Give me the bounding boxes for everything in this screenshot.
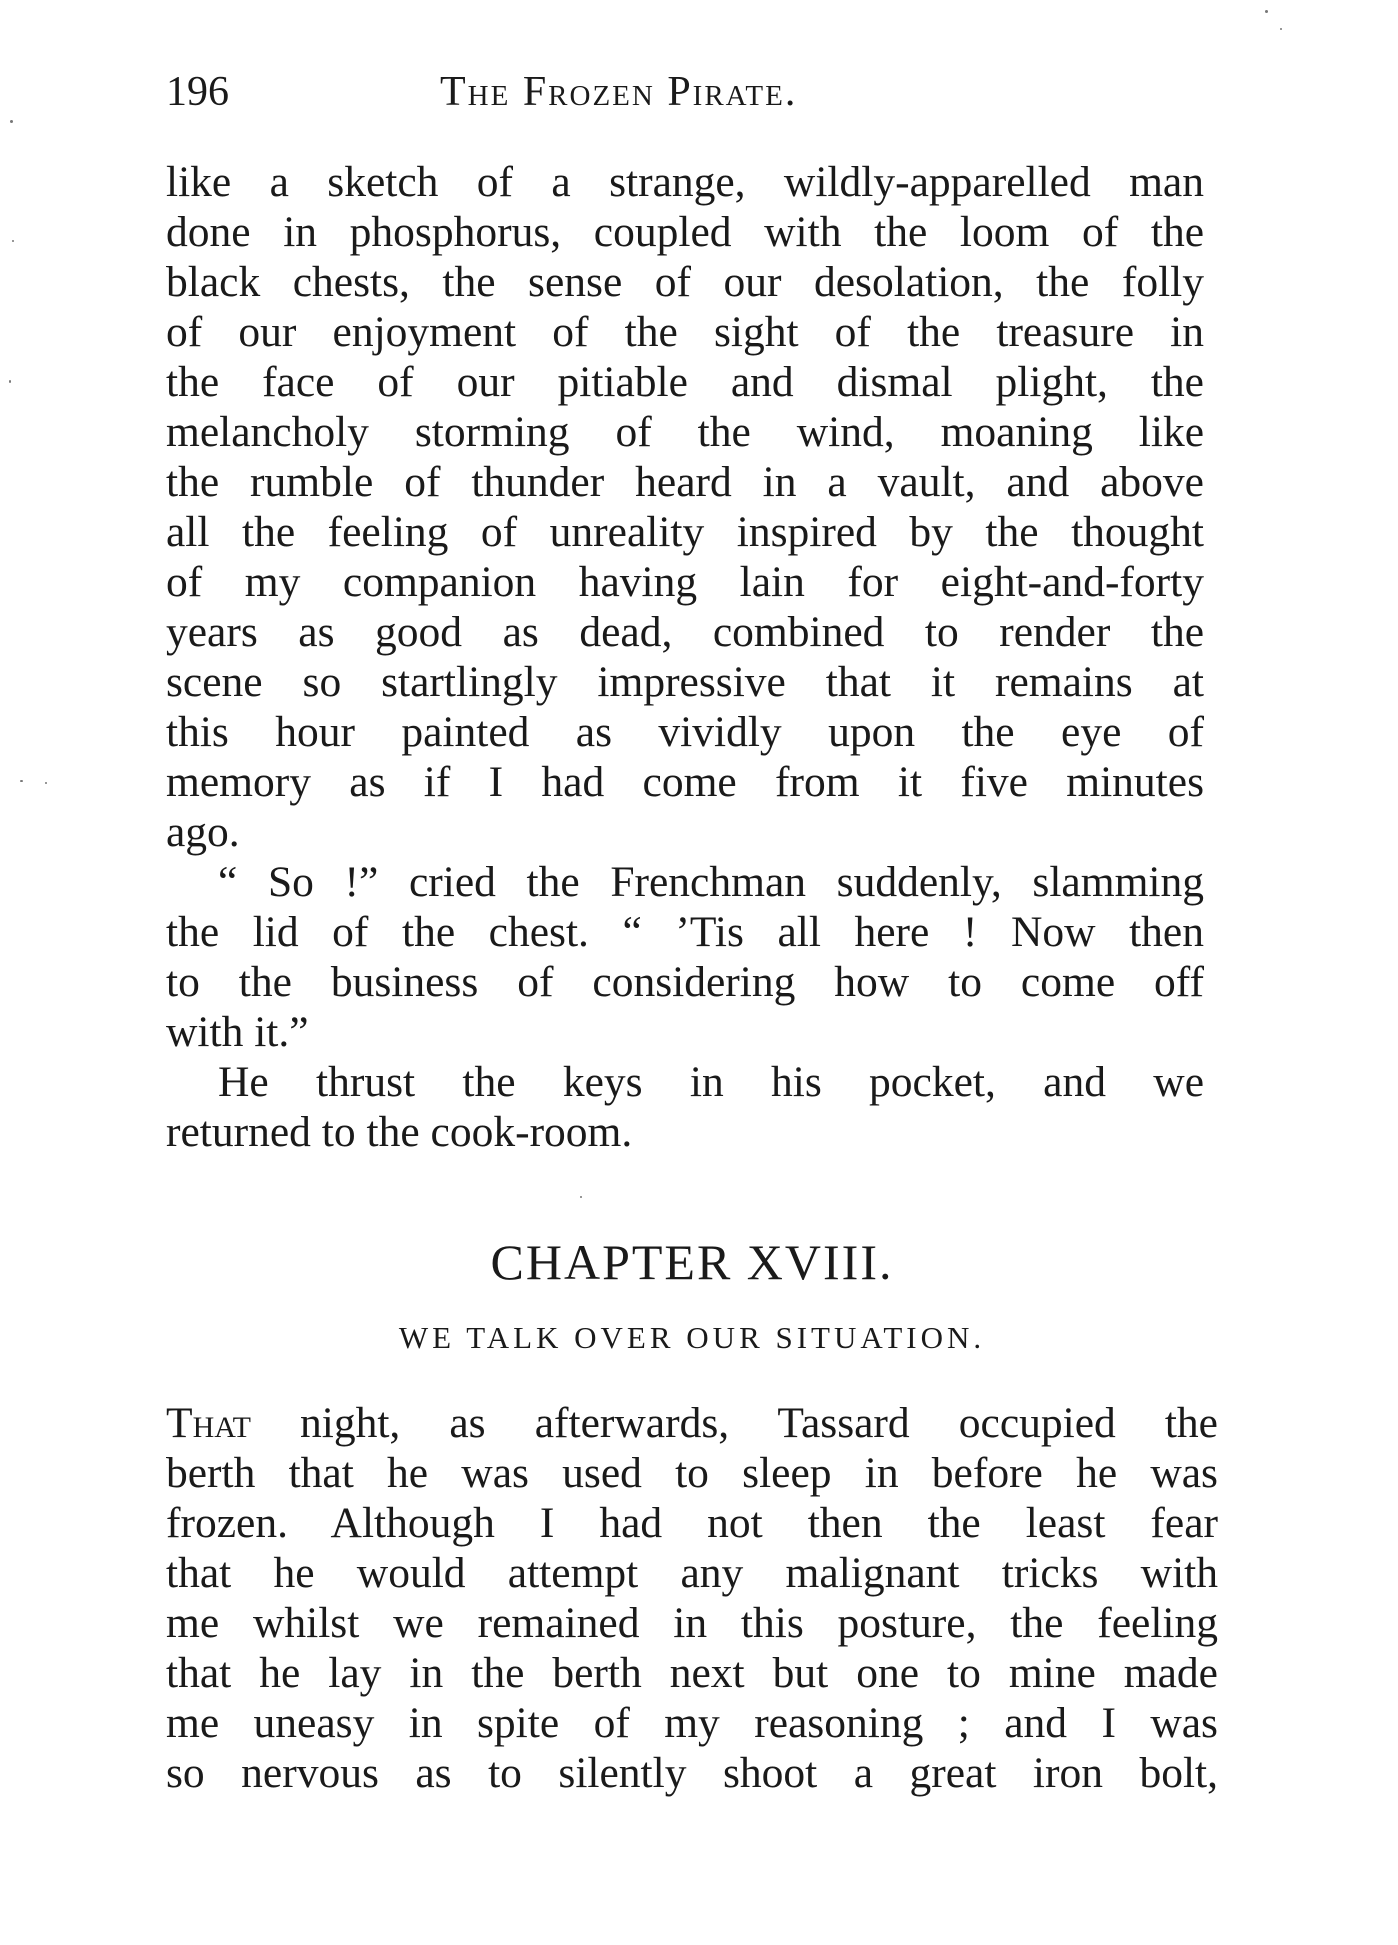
scan-speck	[1280, 28, 1282, 30]
scan-speck	[45, 782, 47, 784]
chapter-subtitle: WE TALK OVER OUR SITUATION.	[398, 1320, 986, 1355]
text-line: this hour painted as vividly upon the eye of	[166, 708, 1204, 756]
text-line: the rumble of thunder heard in a vault, and above	[166, 458, 1204, 506]
running-title: The Frozen Pirate.	[440, 69, 798, 115]
text-line-opening	[166, 1398, 1218, 1448]
text-line: that he would attempt any malignant tricks with	[166, 1549, 1218, 1597]
passage-before-chapter	[166, 157, 1204, 1157]
text-line: of my companion having lain for eight-and-forty	[166, 558, 1204, 606]
text-line: He thrust the keys in his pocket, and we	[218, 1058, 1204, 1106]
scan-speck	[1265, 10, 1268, 13]
scan-speck	[10, 120, 13, 123]
text-line: years as good as dead, combined to render the	[166, 608, 1204, 656]
text-line: the lid of the chest. “ ’Tis all here ! Now then	[166, 908, 1204, 956]
text-line: scene so startlingly impressive that it remains at	[166, 658, 1204, 706]
text-line: of our enjoyment of the sight of the treasure in	[166, 308, 1204, 356]
text-line: berth that he was used to sleep in before he was	[166, 1449, 1218, 1497]
text-line: that he lay in the berth next but one to mine made	[166, 1649, 1218, 1697]
text-line: the face of our pitiable and dismal plight, the	[166, 358, 1204, 406]
passage-after-chapter	[166, 1398, 1218, 1798]
page-number: 196	[166, 69, 229, 115]
scan-speck	[580, 1196, 582, 1198]
text-line: like a sketch of a strange, wildly-apparelled man	[166, 158, 1204, 206]
text-line: melancholy storming of the wind, moaning like	[166, 408, 1204, 456]
running-head	[166, 62, 1218, 122]
text-line: all the feeling of unreality inspired by the thought	[166, 508, 1204, 556]
text-line: ago.	[166, 808, 240, 856]
text-line: frozen. Although I had not then the least fear	[166, 1499, 1218, 1547]
text-line: “ So !” cried the Frenchman suddenly, slamming	[218, 858, 1204, 906]
chapter-heading: CHAPTER XVIII.	[490, 1234, 894, 1290]
text-line: done in phosphorus, coupled with the loom of the	[166, 208, 1204, 256]
text-line: to the business of considering how to come off	[166, 958, 1204, 1006]
text-line: me whilst we remained in this posture, the feeling	[166, 1599, 1218, 1647]
scan-speck	[9, 380, 11, 383]
text-line: with it.”	[166, 1008, 309, 1056]
text-line: so nervous as to silently shoot a great iron bolt,	[166, 1749, 1218, 1797]
drop-word: That	[166, 1399, 251, 1447]
opening-line-text: night, as afterwards, Tassard occupied the	[250, 1399, 1218, 1447]
text-line: me uneasy in spite of my reasoning ; and I was	[166, 1699, 1218, 1747]
text-line: black chests, the sense of our desolation, the folly	[166, 258, 1204, 306]
scan-speck	[20, 780, 23, 782]
text-line: memory as if I had come from it five minutes	[166, 758, 1204, 806]
text-line: returned to the cook-room.	[166, 1108, 633, 1156]
scan-speck	[12, 240, 14, 242]
